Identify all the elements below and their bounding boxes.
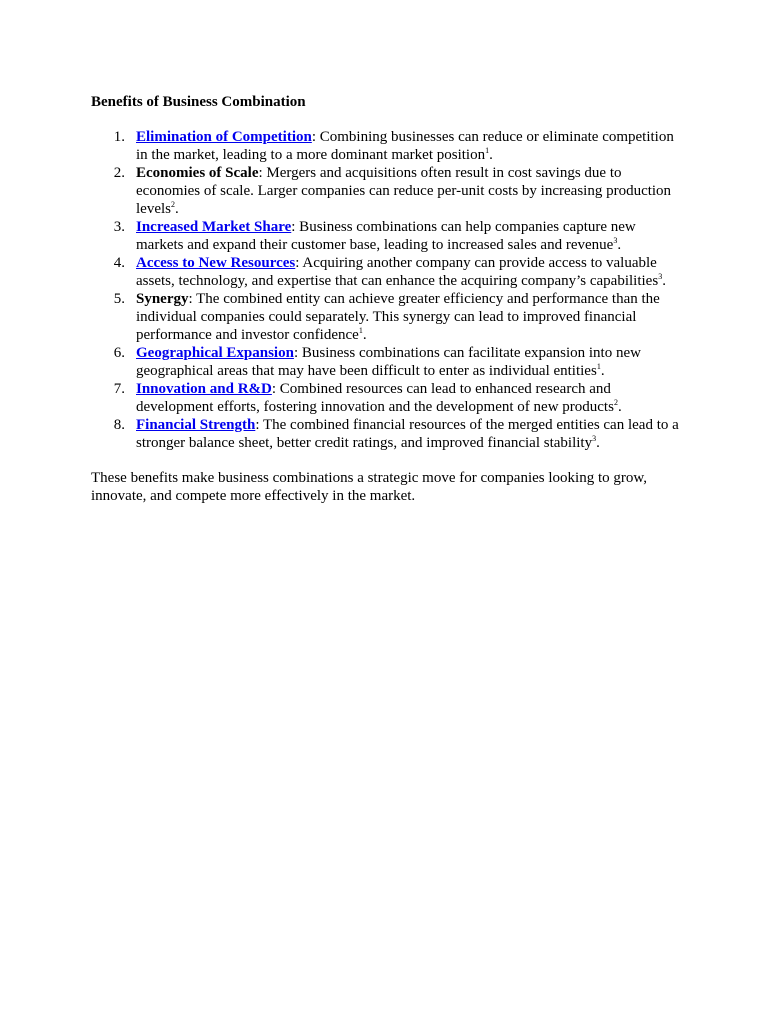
- list-item-number: 2.: [113, 165, 125, 181]
- page-title: Benefits of Business Combination: [91, 94, 306, 110]
- list-item-text: : Business combinations can facilitate expansion into new geographical areas that may have been difficult to enter as individual entities: [136, 345, 641, 379]
- document-page: [91, 93, 681, 505]
- footnote-ref: 1: [358, 326, 363, 335]
- list-item: [91, 128, 681, 164]
- list-item-number: 6.: [113, 345, 125, 361]
- list-item-text: : The combined entity can achieve greater efficiency and performance than the individual companies could separately. This synergy can lead to improved financial performance and investor confidence: [136, 291, 660, 343]
- list-item-end: .: [489, 147, 493, 163]
- list-item: [91, 218, 681, 254]
- footnote-ref: 3: [658, 272, 663, 281]
- benefits-list: [91, 128, 681, 452]
- list-item-number: 5.: [113, 291, 125, 307]
- list-item-text: : The combined financial resources of the merged entities can lead to a stronger balance sheet, better credit ratings, and improved financial stability: [136, 417, 679, 451]
- list-item-number: 1.: [113, 129, 125, 145]
- footnote-ref: 2: [171, 200, 175, 209]
- list-item-text: : Combining businesses can reduce or eliminate competition in the market, leading to a more dominant market position: [136, 129, 674, 163]
- list-item-end: .: [617, 237, 622, 253]
- list-item-number: 4.: [113, 255, 125, 271]
- list-item-number: 8.: [113, 417, 125, 433]
- footnote-ref: 3: [592, 434, 597, 443]
- economies-of-scale-term: Economies of Scale: [136, 165, 259, 181]
- footnote-ref: 1: [596, 362, 601, 371]
- elimination-of-competition-link[interactable]: Elimination of Competition: [136, 129, 312, 145]
- increased-market-share-link[interactable]: Increased Market Share: [136, 219, 292, 235]
- list-item-end: .: [596, 435, 600, 451]
- list-item: [91, 290, 681, 344]
- list-item-end: .: [617, 399, 622, 415]
- list-item-end: .: [362, 327, 367, 343]
- list-item: [91, 254, 681, 290]
- list-item-end: .: [600, 363, 605, 379]
- list-item: [91, 380, 681, 416]
- closing-paragraph: These benefits make business combinations a strategic move for companies looking to grow, innovate, and compete more effectively in the market.: [91, 470, 647, 504]
- access-to-new-resources-link[interactable]: Access to New Resources: [136, 255, 296, 271]
- list-item: [91, 344, 681, 380]
- list-item-text: : Business combinations can help companies capture new markets and expand their customer base, leading to increased sales and revenue: [136, 219, 636, 253]
- footnote-ref: 3: [613, 236, 618, 245]
- footnote-ref: 2: [613, 398, 618, 407]
- list-item-end: .: [175, 201, 179, 217]
- list-item: [91, 416, 681, 452]
- list-item: [91, 164, 681, 218]
- list-item-text: : Acquiring another company can provide access to valuable assets, technology, and expertise that can enhance the acquiring company’s capabilities: [136, 255, 659, 289]
- list-item-text: : Mergers and acquisitions often result in cost savings due to economies of scale. Larger companies can reduce per-unit costs by increasing production levels: [136, 165, 672, 217]
- innovation-and-rd-link[interactable]: Innovation and R&D: [136, 381, 272, 397]
- synergy-term: Synergy: [136, 291, 189, 307]
- list-item-end: .: [662, 273, 666, 289]
- geographical-expansion-link[interactable]: Geographical Expansion: [136, 345, 294, 361]
- financial-strength-link[interactable]: Financial Strength: [136, 417, 256, 433]
- list-item-number: 3.: [113, 219, 125, 235]
- footnote-ref: 1: [485, 146, 490, 155]
- list-item-text: : Combined resources can lead to enhanced research and development efforts, fostering innovation and the development of new products: [136, 381, 614, 415]
- list-item-number: 7.: [113, 381, 125, 397]
